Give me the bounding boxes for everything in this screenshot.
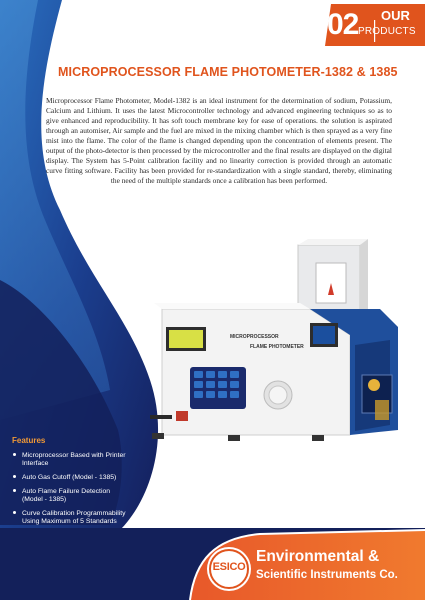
bullet-icon bbox=[13, 511, 16, 514]
product-description: Microprocessor Flame Photometer, Model-1382 is an ideal instrument for the determination of sodium, Potassium, Calcium and Lithium. It uses the latest Microcontroller technology and advanced engineering techniques so as to give enhanced and reproducibility. It has soft touch membrane key for ease of operations. the solution is aspirated through an automiser, Air sample and the fuel are mixed in the mixing chamber which is then sprayed as a very fine mist into the flame. The color of the flame is changed depending upon the concentration of elements present. The output of the photo-detector is then processed by the microcontroller and the final results are displayed on the digital display. The System has 5-Point calibration facility and no linearity correction is provided through an automatic curve fitting software. Facility has been provided for re-standardization with a single standard, thereby, eliminating the need of the multiple standards once a calibration has been performed. bbox=[46, 96, 392, 185]
feature-text: Microprocessor Based with Printer Interface bbox=[22, 452, 126, 467]
feature-item bbox=[12, 452, 132, 468]
bullet-icon bbox=[13, 489, 16, 492]
feature-item bbox=[12, 474, 132, 482]
flame-photometer-image bbox=[150, 235, 412, 450]
bullet-icon bbox=[13, 453, 16, 456]
page-title: MICROPROCESSOR FLAME PHOTOMETER-1382 & 1385 bbox=[58, 65, 398, 79]
feature-item bbox=[12, 488, 132, 504]
section-number: 02 bbox=[327, 8, 359, 41]
company-name-line1: Environmental & bbox=[256, 548, 380, 565]
panel-label-line2: FLAME PHOTOMETER bbox=[250, 344, 304, 350]
company-name-line2: Scientific Instruments Co. bbox=[256, 569, 398, 581]
logo-text: ESICO bbox=[212, 561, 246, 573]
features-heading: Features bbox=[12, 436, 46, 445]
badge-our-label: OUR bbox=[381, 8, 410, 23]
feature-text: Curve Calibration Programmability Using Maximum of 5 Standards bbox=[22, 510, 126, 525]
badge-products-label: PRODUCTS bbox=[358, 26, 416, 37]
feature-text: Auto Gas Cutoff (Model - 1385) bbox=[22, 474, 117, 481]
feature-text: Auto Flame Failure Detection (Model - 1385) bbox=[22, 488, 111, 503]
bullet-icon bbox=[13, 475, 16, 478]
panel-label-line1: MICROPROCESSOR bbox=[230, 334, 279, 340]
